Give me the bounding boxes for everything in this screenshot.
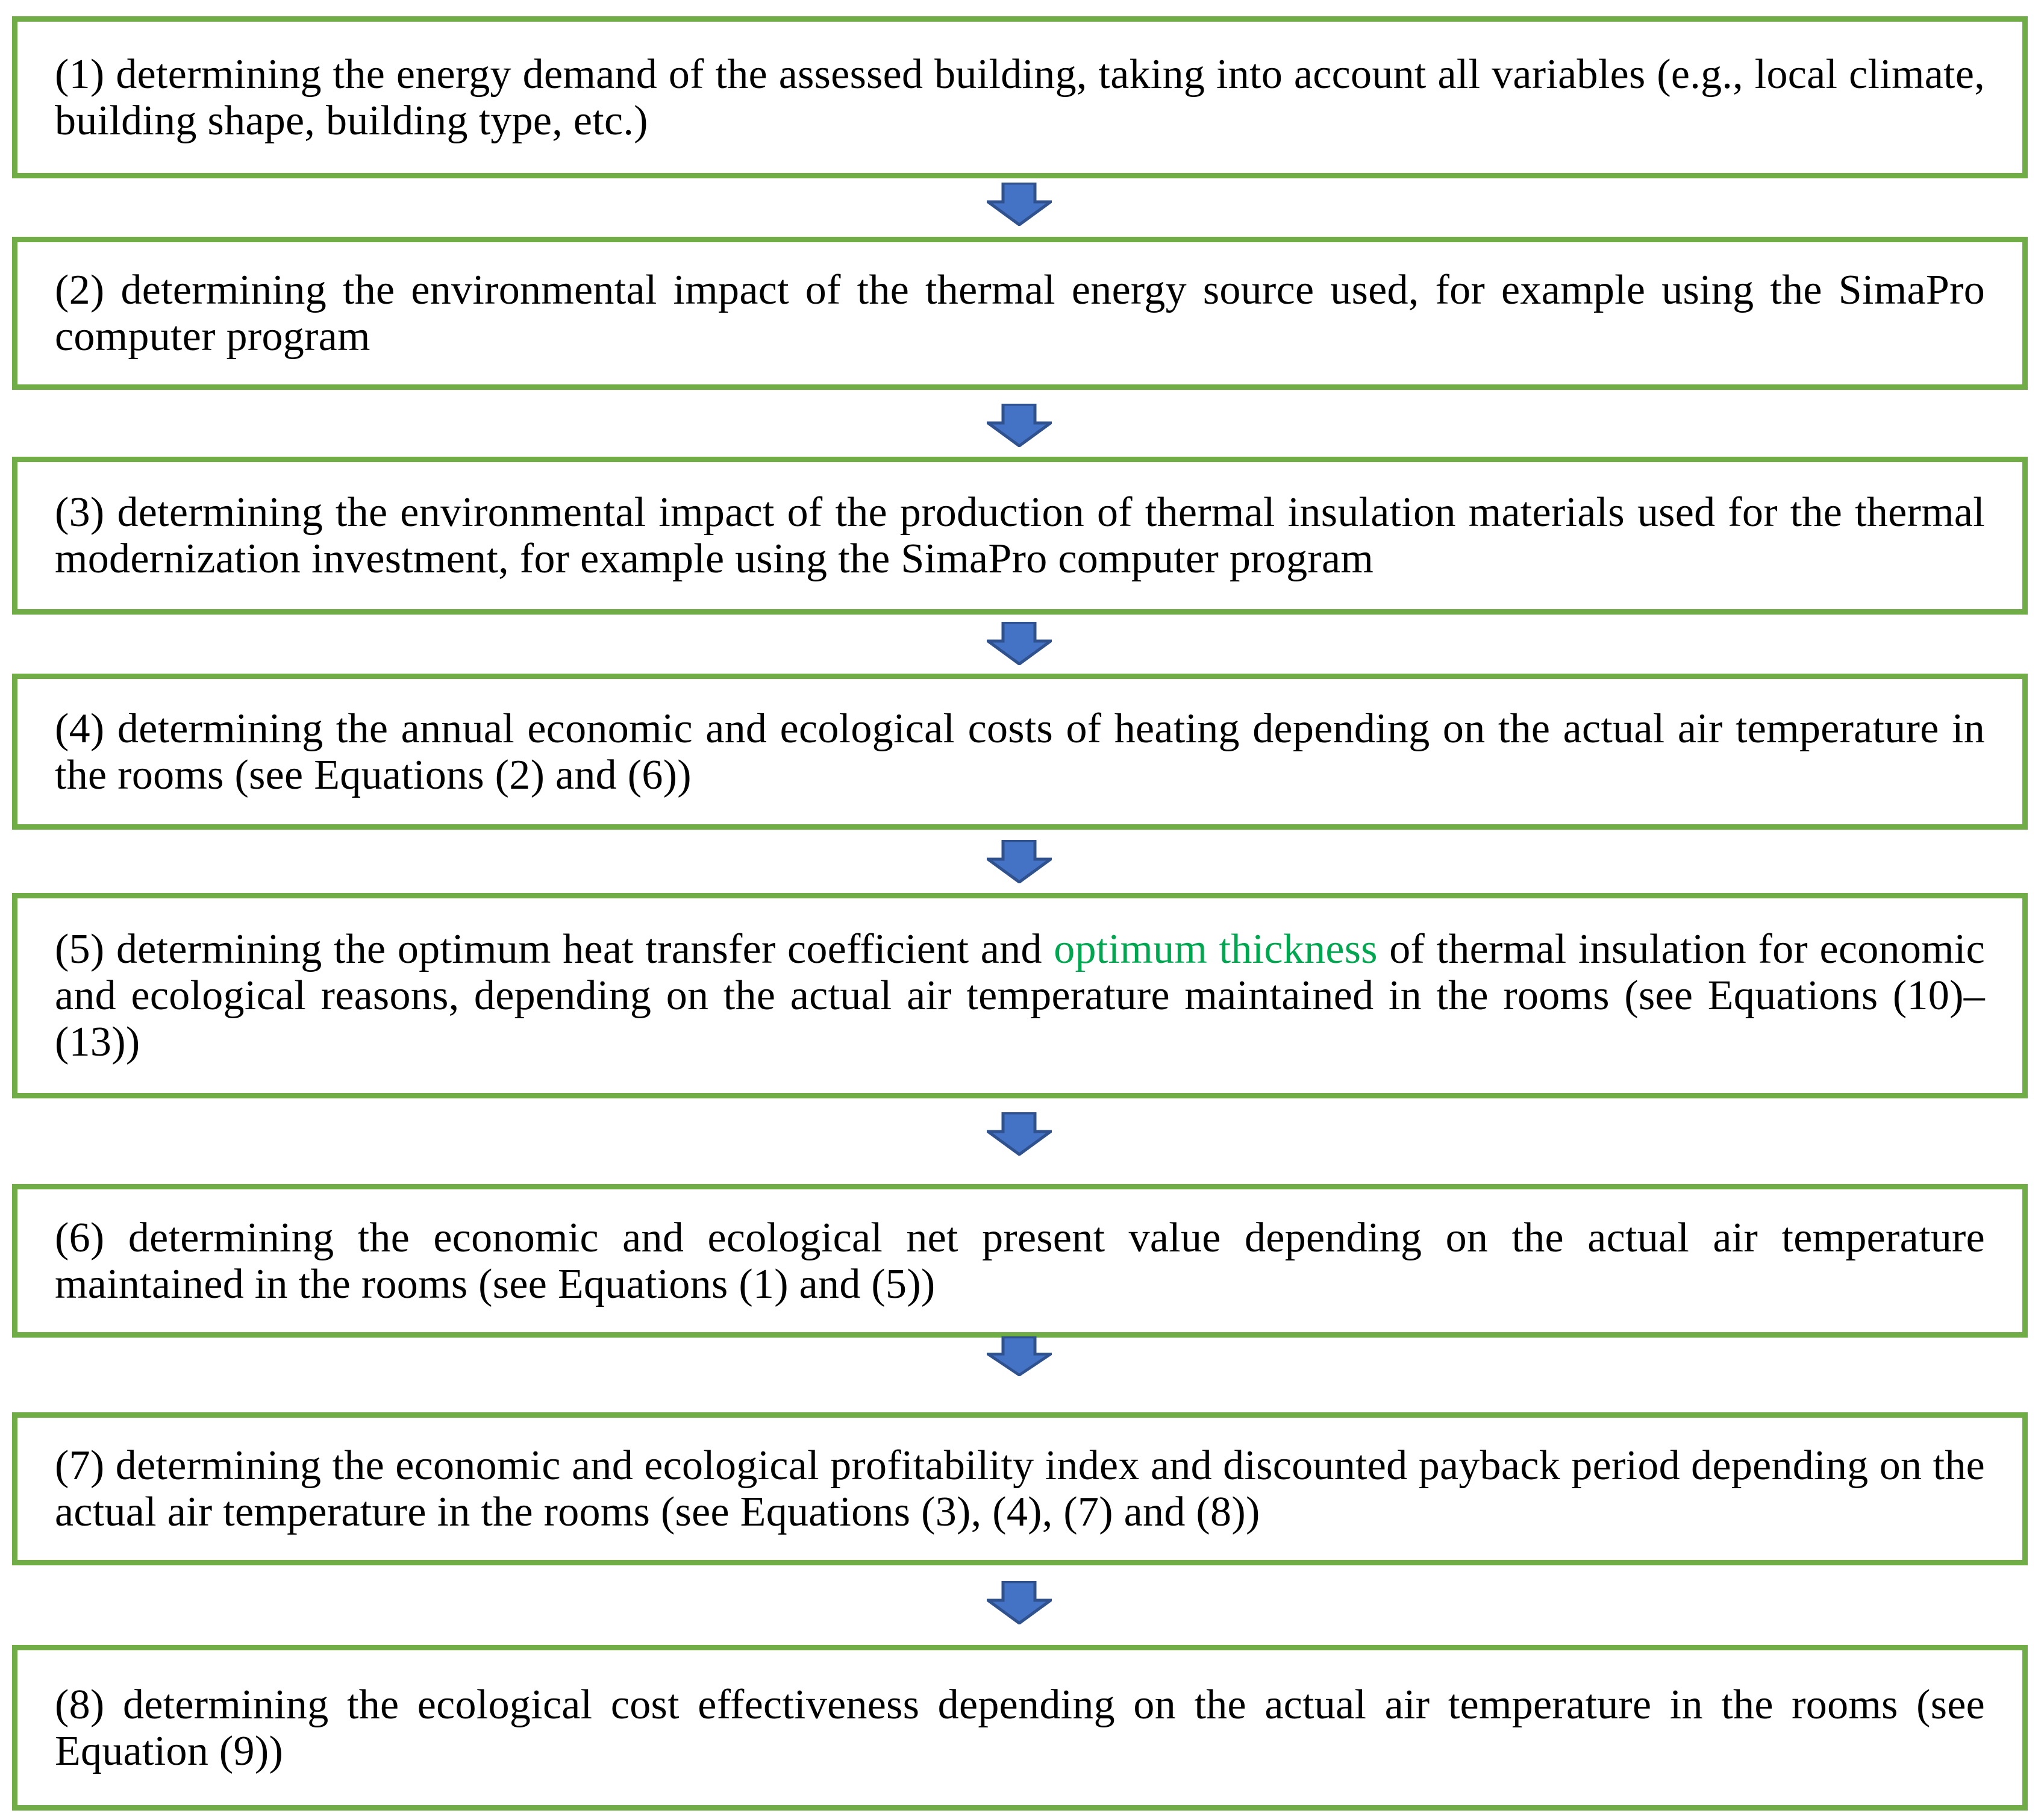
step-5-text-before: (5) determining the optimum heat transfer coefficient and — [55, 926, 1054, 972]
step-5-text-after: of thermal insulation for economic and ecological reasons, depending on the actual air temperature maintained in the rooms (see Equations (10)–(13)) — [55, 926, 1986, 1065]
step-4-text: (4) determining the annual economic and ecological costs of heating depending on the actual air temperature in the rooms (see Equations (2) and (6)) — [55, 705, 1985, 798]
down-arrow-icon — [987, 622, 1052, 665]
down-arrow-icon — [987, 1112, 1052, 1156]
flow-step-6 — [12, 1184, 2028, 1338]
down-arrow-icon — [987, 840, 1052, 883]
highlighted-term: optimum thickness — [1054, 926, 1378, 972]
down-arrow-icon — [987, 183, 1052, 226]
step-5-text — [55, 926, 1985, 1065]
down-arrow-icon — [987, 1581, 1052, 1624]
step-1-text: (1) determining the energy demand of the assessed building, taking into account all variables (e.g., local climate, building shape, building type, etc.) — [55, 51, 1985, 144]
flow-step-4 — [12, 674, 2028, 830]
flow-step-2 — [12, 237, 2028, 390]
flow-step-1 — [12, 16, 2028, 178]
flow-step-7 — [12, 1412, 2028, 1565]
step-3-text: (3) determining the environmental impact of the production of thermal insulation materials used for the thermal modernization investment, for example using the SimaPro computer program — [55, 489, 1985, 582]
flow-step-8 — [12, 1645, 2028, 1811]
step-7-text: (7) determining the economic and ecological profitability index and discounted payback period depending on the actual air temperature in the rooms (see Equations (3), (4), (7) and (8)) — [55, 1442, 1985, 1535]
flow-step-5 — [12, 893, 2028, 1098]
step-6-text: (6) determining the economic and ecological net present value depending on the actual air temperature maintained in the rooms (see Equations (1) and (5)) — [55, 1214, 1985, 1307]
down-arrow-icon — [987, 1336, 1052, 1376]
step-2-text: (2) determining the environmental impact of the thermal energy source used, for example using the SimaPro computer program — [55, 267, 1985, 360]
flow-step-3 — [12, 457, 2028, 615]
step-8-text: (8) determining the ecological cost effectiveness depending on the actual air temperature in the rooms (see Equation (9)) — [55, 1681, 1985, 1774]
down-arrow-icon — [987, 404, 1052, 447]
